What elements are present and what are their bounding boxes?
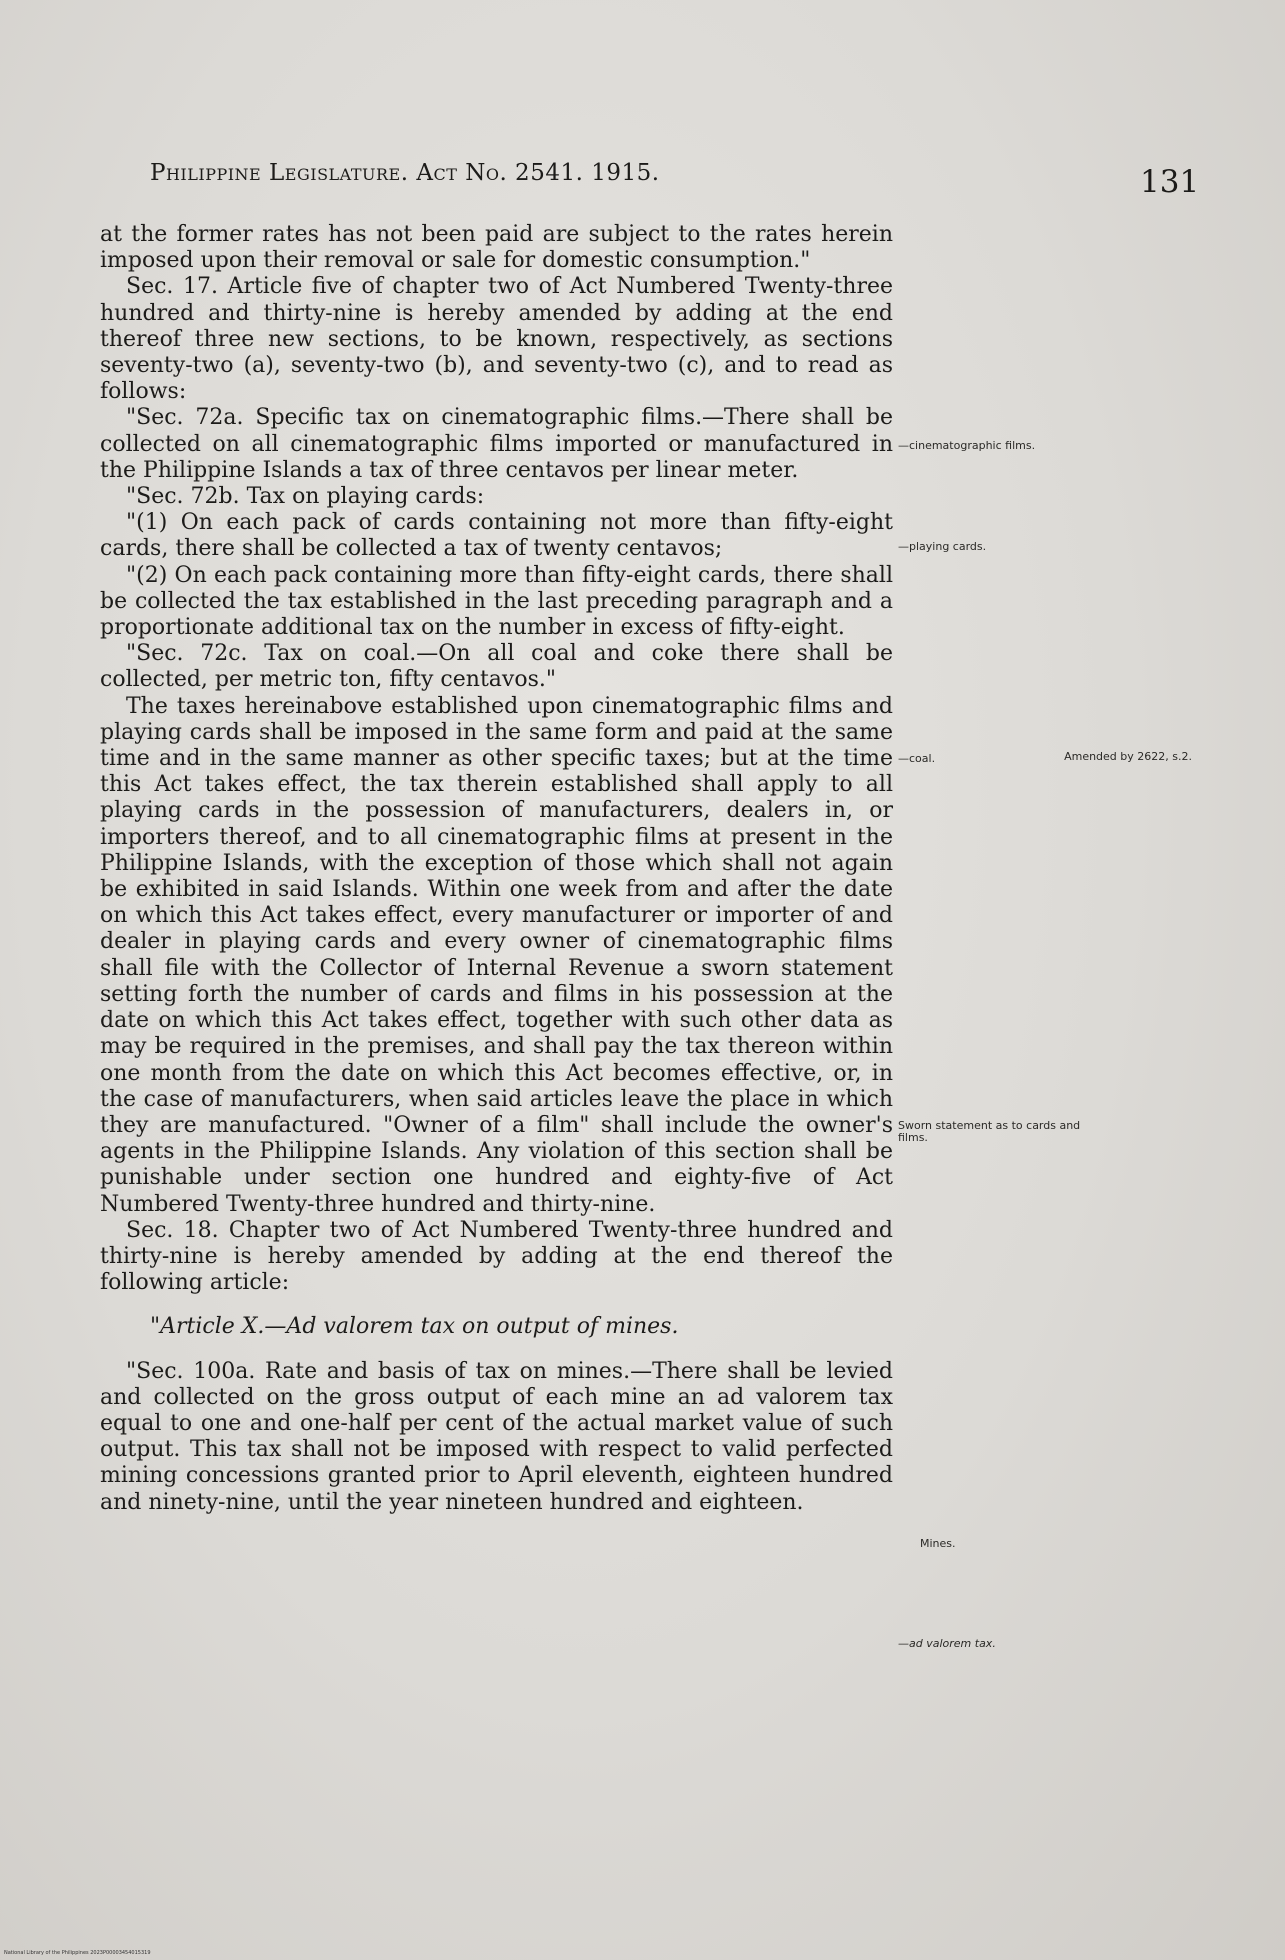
- paragraph: Sec. 18. Chapter two of Act Numbered Twenty-three hundred and thirty-nine is hereby amended by adding at the end thereof the following article:: [100, 1217, 893, 1296]
- paragraph: "Sec. 100a. Rate and basis of tax on mines.—There shall be levied and collected on the gross output of each mine an ad valorem tax equal to one and one-half per cent of the actual market value of such output. This tax shall not be imposed with respect to valid perfected mining concessions granted prior to April eleventh, eighteen hundred and ninety-nine, until the year nineteen hundred and eighteen.: [100, 1358, 893, 1515]
- paragraph: The taxes hereinabove established upon cinematographic films and playing cards shall be imposed in the same form and paid at the same time and in the same manner as other specific taxes; but at the time this Act takes effect, the tax therein established shall apply to all playing cards in the possession of manufacturers, dealers in, or importers thereof, and to all cinematographic films at present in the Philippine Islands, with the exception of those which shall not again be exhibited in said Islands. Within one week from and after the date on which this Act takes effect, every manufacturer or importer of and dealer in playing cards and every owner of cinematographic films shall file with the Collector of Internal Revenue a sworn statement setting forth the number of cards and films in his possession at the date on which this Act takes effect, together with such other data as may be required in the premises, and shall pay the tax thereon within one month from the date on which this Act becomes effective, or, in the case of manufacturers, when said articles leave the place in which they are manufactured. "Owner of a film" shall include the owner's agents in the Philippine Islands. Any violation of this section shall be punishable under section one hundred and eighty-five of Act Numbered Twenty-three hundred and thirty-nine.: [100, 693, 893, 1217]
- margin-note-cinematographic: —cinematographic films.: [898, 439, 1036, 452]
- margin-note-ad-valorem: —ad valorem tax.: [898, 1637, 996, 1650]
- margin-note-sworn-statement: Sworn statement as to cards and films.: [898, 1119, 1081, 1144]
- paragraph: Sec. 17. Article five of chapter two of Act Numbered Twenty-three hundred and thirty-nine is hereby amended by adding at the end thereof three new sections, to be known, respectively, as sections seventy-two (a), seventy-two (b), and seventy-two (c), and to read as follows:: [100, 274, 893, 405]
- paragraph: "Sec. 72a. Specific tax on cinematographic films.—There shall be collected on all cinematographic films imported or manufactured in the Philippine Islands a tax of three centavos per linear meter.: [100, 405, 893, 483]
- paragraph: "(1) On each pack of cards containing not more than fifty-eight cards, there shall be collected a tax of twenty centavos;: [100, 510, 893, 562]
- paragraph: "Sec. 72b. Tax on playing cards:: [126, 484, 485, 510]
- scan-footer: National Library of the Philippines 2023P00003454015319: [4, 1950, 151, 1956]
- running-header: Philippine Legislature. Act No. 2541. 1915.: [150, 160, 660, 186]
- margin-note-mines: Mines.: [920, 1537, 956, 1550]
- paragraph: at the former rates has not been paid are subject to the rates herein imposed upon their removal or sale for domestic consumption.": [100, 222, 893, 274]
- margin-note-amended: Amended by 2622, s.2.: [1064, 750, 1192, 763]
- main-text: [100, 222, 893, 1516]
- paragraph: "(2) On each pack containing more than fifty-eight cards, there shall be collected the tax established in the last preceding paragraph and a proportionate additional tax on the number in excess of fifty-eight.: [100, 562, 893, 641]
- paragraph: "Sec. 72c. Tax on coal.—On all coal and coke there shall be collected, per metric ton, fifty centavos.": [100, 641, 893, 693]
- margin-note-coal: —coal.: [898, 752, 936, 765]
- article-heading: "Article X.—Ad valorem tax on output of mines.: [150, 1314, 679, 1340]
- page-number: 131: [1140, 164, 1200, 200]
- margin-note-playing-cards: —playing cards.: [898, 540, 987, 553]
